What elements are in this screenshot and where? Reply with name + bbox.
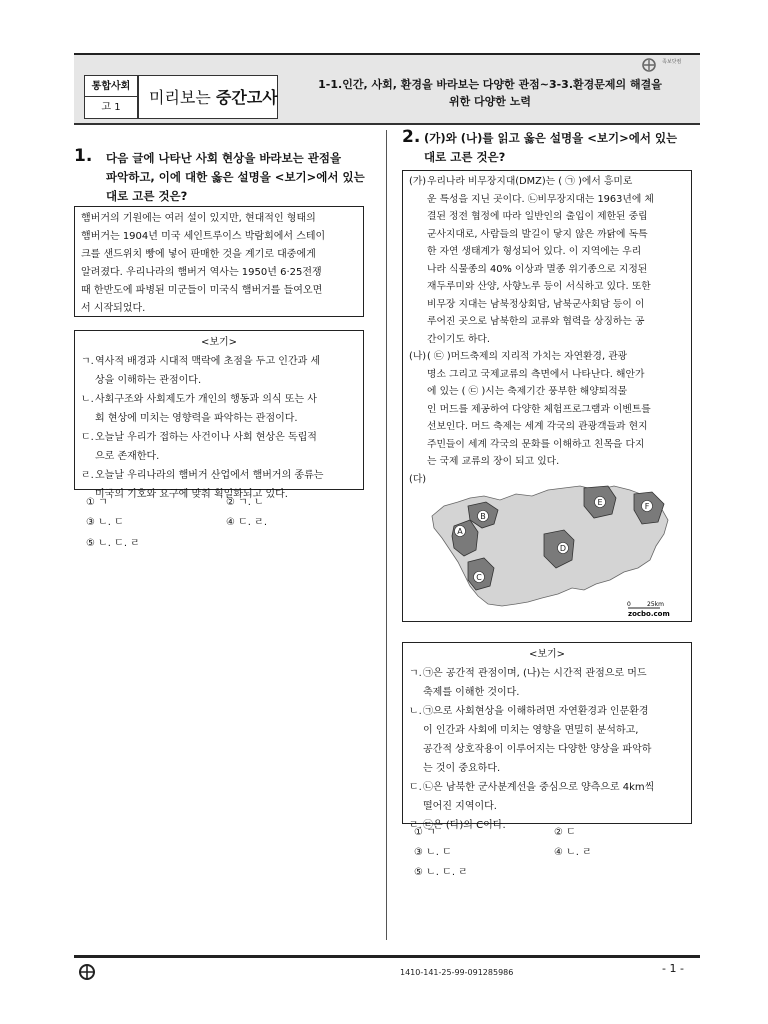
bogi-item	[81, 390, 357, 428]
bogi-line: 오늘날 우리나라의 햄버거 산업에서 햄버거의 종류는	[95, 470, 324, 481]
bogi-line: 상을 이해하는 관점이다.	[95, 375, 202, 386]
passage-ga	[409, 173, 685, 348]
unit-title-line-2: 위한 다양한 노력	[448, 95, 532, 108]
passage-line: 에 있는 ( ㉢ )시는 축제기간 풍부한 해양퇴적물	[427, 386, 628, 397]
question-2-number: 2.	[402, 127, 421, 147]
grade-label: 고 1	[101, 102, 121, 113]
bogi-mark: ㄱ.	[81, 356, 94, 367]
question-line: 다음 글에 나타난 사회 현상을 바라보는 관점을	[106, 151, 342, 165]
passage-line: 선보인다. 머드 축제는 세계 각국의 관광객들과 현지	[427, 421, 648, 432]
page-number: - 1 -	[662, 962, 684, 975]
bogi-line: 이 인간과 사회에 미치는 영향을 면밀히 분석하고,	[423, 725, 639, 736]
passage-line: 간이기도 하다.	[427, 333, 491, 345]
exam-title	[149, 76, 277, 120]
passage-line: 햄버거의 기원에는 여러 설이 있지만, 현대적인 형태의	[81, 213, 316, 224]
bogi-mark: ㄱ.	[409, 668, 422, 679]
passage-line: 운 특성을 지닌 곳이다. ㉡비무장지대는 1963년에 체	[427, 193, 654, 205]
bogi-line: 공간적 상호작용이 이루어지는 다양한 양상을 파악하	[423, 744, 652, 755]
bogi-line: 으로 존재한다.	[95, 451, 160, 462]
exam-title-box	[138, 75, 278, 119]
bogi-mark: ㄹ.	[81, 470, 94, 481]
passage-na	[409, 348, 685, 471]
question-line: 대로 고른 것은?	[424, 150, 506, 164]
bogi-item	[409, 816, 685, 835]
bogi-item	[81, 352, 357, 390]
bogi-mark: ㄷ.	[81, 432, 94, 443]
choice-1[interactable]: ① ㄱ	[414, 827, 436, 838]
bogi-line: 사회구조와 사회제도가 개인의 행동과 의식 또는 사	[95, 394, 317, 405]
question-1-text	[106, 149, 376, 206]
passage-line: 군사지대로, 사람들의 발길이 닿지 않은 까닭에 독특	[427, 228, 648, 240]
passage-line: 한 자연 생태계가 형성되어 있다. 이 지역에는 우리	[427, 246, 642, 257]
header-divider	[74, 123, 700, 125]
bogi-item	[409, 702, 685, 778]
region-map	[424, 476, 676, 618]
choice-3[interactable]: ③ ㄴ. ㄷ	[414, 847, 452, 858]
bogi-item	[409, 778, 685, 816]
bogi-item	[81, 428, 357, 466]
bogi-item	[409, 664, 685, 702]
map-scale-zero: 0	[627, 601, 631, 608]
map-watermark: zocbo.com	[628, 610, 670, 618]
choice-2[interactable]: ② ㄱ. ㄴ	[226, 497, 264, 508]
bogi-line: 회 현상에 미치는 영향력을 파악하는 관점이다.	[95, 413, 298, 424]
question-2-text	[424, 129, 696, 167]
bogi-item	[81, 466, 357, 504]
question-1-bogi-box	[74, 330, 364, 500]
bogi-line: ㉢은 (다)의 C이다.	[423, 820, 506, 831]
document-code: 1410-141-25-99-091285986	[400, 968, 514, 977]
subject-name: 통합사회	[85, 76, 137, 97]
map-label-d: D	[559, 544, 567, 553]
passage-line: 주민들이 세계 각국의 문화를 이해하고 친목을 다지	[427, 438, 645, 450]
question-2-bogi-box	[402, 642, 692, 831]
bogi-mark: ㄷ.	[409, 782, 422, 793]
bogi-line: ㉠으로 사회현상을 이해하려면 자연환경과 인문환경	[423, 706, 649, 717]
map-scale-distance: 25km	[647, 601, 664, 608]
choice-3[interactable]: ③ ㄴ. ㄷ	[86, 517, 124, 528]
column-divider	[386, 130, 387, 940]
passage-label: (나)	[409, 351, 427, 362]
bogi-line: 역사적 배경과 시대적 맥락에 초점을 두고 인간과 세	[95, 356, 321, 367]
passage-label: (가)	[409, 176, 427, 187]
passage-line: ( ㉢ )머드축제의 지리적 가치는 자연환경, 관광	[427, 351, 628, 362]
map-label-b: B	[480, 512, 486, 521]
bogi-title: <보기>	[200, 337, 238, 348]
bogi-line: ㉡은 남북한 군사분계선을 중심으로 양측으로 4km씩	[423, 782, 655, 793]
bogi-mark: ㄹ.	[409, 820, 422, 831]
question-1-passage	[74, 206, 364, 317]
passage-line: 재두루미와 산양, 사향노루 등이 서식하고 있다. 또한	[427, 281, 651, 292]
choice-5[interactable]: ⑤ ㄴ. ㄷ. ㄹ	[414, 867, 468, 878]
passage-line: 는 국제 교류의 장이 되고 있다.	[427, 456, 560, 467]
exam-title-prefix: 미리보는	[149, 88, 211, 107]
question-line: 대로 고른 것은?	[106, 189, 188, 203]
question-line: (가)와 (나)를 읽고 옳은 설명을 <보기>에서 있는	[424, 131, 678, 145]
choice-5[interactable]: ⑤ ㄴ. ㄷ. ㄹ	[86, 538, 140, 549]
passage-line: 인 머드를 제공하여 다양한 체험프로그램과 이벤트를	[427, 403, 651, 415]
exam-title-main: 중간고사	[215, 88, 278, 107]
map-label-e: E	[597, 498, 603, 507]
bogi-line: 오늘날 우리가 접하는 사건이나 사회 현상은 독립적	[95, 432, 317, 443]
map-label-a: A	[457, 527, 463, 536]
passage-label: (다)	[409, 473, 427, 485]
bogi-line: ㉠은 공간적 관점이며, (나)는 시간적 관점으로 머드	[423, 668, 647, 679]
passage-line: 비무장 지대는 남북정상회담, 남북군사회담 등이 이	[427, 298, 645, 310]
map-label-f: F	[644, 502, 650, 511]
unit-title-line-1: 1-1.인간, 사회, 환경을 바라보는 다양한 관점~3-3.환경문제의 해결을	[318, 78, 662, 91]
choice-4[interactable]: ④ ㄷ. ㄹ.	[226, 517, 267, 528]
question-line: 파악하고, 이에 대한 옳은 설명을 <보기>에서 있는	[106, 170, 365, 184]
bogi-line: 미국의 기호와 요구에 맞춰 획일화되고 있다.	[95, 489, 288, 500]
passage-line: 때 한반도에 파병된 미군들이 미국식 햄버거를 들여오면	[81, 285, 323, 296]
footer-divider	[74, 955, 700, 958]
passage-line: 알려졌다. 우리나라의 햄버거 역사는 1950년 6·25전쟁	[81, 267, 322, 278]
question-1-number: 1.	[74, 146, 93, 166]
bogi-title: <보기>	[528, 649, 566, 660]
bogi-line: 축제를 이해한 것이다.	[423, 687, 520, 698]
subject-box	[84, 75, 138, 119]
choice-2[interactable]: ② ㄷ	[554, 827, 576, 838]
publisher-logo-text: 족보닷컴	[662, 59, 682, 65]
publisher-logo-icon	[74, 962, 100, 982]
choice-4[interactable]: ④ ㄴ. ㄹ	[554, 847, 592, 858]
passage-line: 결된 정전 협정에 따라 일반인의 출입이 제한된 중립	[427, 211, 648, 222]
passage-line: 햄버거는 1904년 미국 세인트루이스 박람회에서 스테이	[81, 231, 326, 242]
bogi-mark: ㄴ.	[81, 394, 94, 405]
bogi-mark: ㄴ.	[409, 706, 422, 717]
passage-line: 서 시작되었다.	[81, 303, 146, 314]
bogi-line: 는 것이 중요하다.	[423, 763, 501, 774]
passage-line: 우리나라 비무장지대(DMZ)는 ( ㉠ )에서 흥미로	[427, 176, 633, 187]
passage-line: 나라 식물종의 40% 이상과 멸종 위기종으로 지정된	[427, 263, 648, 275]
bogi-line: 떨어진 지역이다.	[423, 801, 497, 812]
passage-line: 크를 샌드위치 빵에 넣어 판매한 것을 계기로 대중에게	[81, 249, 316, 260]
choice-1[interactable]: ① ㄱ	[86, 497, 108, 508]
map-label-c: C	[476, 573, 482, 582]
passage-line: 루어진 곳으로 남북한의 교류와 협력을 상징하는 공	[427, 316, 645, 327]
unit-title	[290, 76, 690, 110]
passage-line: 명소 그리고 국제교류의 측면에서 나타난다. 해안가	[427, 368, 645, 380]
